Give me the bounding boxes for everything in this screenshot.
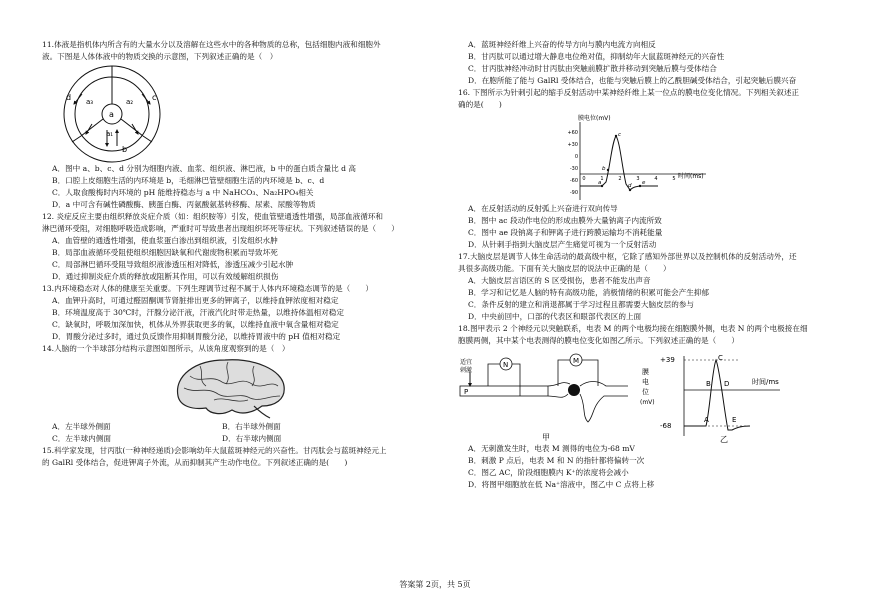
ytick-0: 0 (574, 154, 578, 161)
graph-ylabel: 膜电位(mV) (578, 115, 611, 123)
point-A: A (704, 416, 709, 425)
fig-jia (458, 350, 638, 444)
xaxis-label: 时间/ms (752, 378, 779, 387)
q14-options-row2 (52, 434, 442, 444)
q13-option-a: A．血钾升高时，可通过醛固酮调节肾脏排出更多的钾离子，以维持血钾浓度相对稳定 (52, 296, 339, 306)
q14-option-a: A．左半球外侧面 (52, 422, 111, 432)
caption-jia: 甲 (542, 433, 550, 443)
graph-xlabel: 时间(ms) (678, 173, 704, 181)
q12-stem-line1: 12. 炎症反应主要由组织释放炎症介质（如：组织胺等）引发，使血管壁通透性增强，局部血液循环和 (42, 212, 384, 222)
q12-option-c: C．局部淋巴循环受阻导致组织液渗透压相对降低，渗透压减少引起水肿 (52, 260, 294, 270)
yaxis-unit: (mV) (640, 399, 655, 407)
point-C: C (718, 354, 723, 363)
label-d: d (66, 93, 72, 103)
xtick-4: 4 (654, 176, 658, 183)
yaxis-char-3: 位 (642, 388, 649, 397)
point-b: b (602, 166, 606, 173)
q15-option-b: B．甘丙肽可以通过增大静息电位绝对值，抑制幼年大鼠蓝斑神经元的兴奋性 (468, 52, 725, 62)
q17-option-a: A．大脑皮层言语区的 S 区受损伤，患者不能发出声音 (468, 276, 651, 286)
q13-option-b: B．环境温度高于 30℃时，汗腺分泌汗液，汗液汽化时带走热量，以维持体温相对稳定 (52, 308, 344, 318)
label-b: b (122, 145, 128, 155)
q11-fluid-diagram (42, 64, 442, 164)
q14-brain-figure (42, 356, 442, 422)
q18-option-b: B．刺激 P 点后，电表 M 和 N 的指针都将偏转一次 (468, 456, 645, 466)
q18-stem-line1: 18.图甲表示 2 个神经元以突触联系，电表 M 的两个电极均接在细胞膜外侧，电表 N 的两个电极接在细 (458, 324, 808, 334)
right-column (458, 40, 830, 492)
ytick-minus60: -60 (569, 178, 578, 185)
yaxis-char-1: 膜 (642, 368, 649, 377)
q16-option-a: A．在反射活动的反射弧上兴奋进行双向传导 (468, 204, 618, 214)
q17-option-c: C．条件反射的建立和消退都属于学习过程且都需要大脑皮层的参与 (468, 300, 695, 310)
xtick-3: 3 (636, 176, 640, 183)
q12-stem-line2: 淋巴循环受阻，对细胞呼吸造成影响，严重时可导致患者出现组织坏死等症状。下列叙述错误的是（ ） (42, 224, 399, 234)
ytick-plus30: +30 (567, 142, 578, 149)
ytick-plus60: +60 (567, 130, 578, 137)
q16-potential-graph (458, 112, 830, 204)
q18-option-c: C．图乙 AC，阶段细胞膜内 K⁺的浓度将会减小 (468, 468, 629, 478)
point-B: B (706, 380, 711, 389)
stim-label-1: 适宜 (460, 359, 473, 367)
xtick-0: 0 (582, 176, 586, 183)
q13-option-d: D．胃酸分泌过多时，通过负反馈作用抑制胃酸分泌，以维持胃液中的 pH 值相对稳定 (52, 332, 341, 342)
point-E: E (732, 416, 737, 425)
q14-stem: 14.人脑的一个半球部分结构示意图如图所示，从该角度观察到的是（ ） (42, 344, 290, 354)
q15-option-a: A．蓝斑神经纤维上兴奋的传导方向与膜内电流方向相反 (468, 40, 656, 49)
point-a: a (598, 180, 602, 187)
q14-option-d: D．右半球内侧面 (222, 434, 282, 444)
q14-option-c: C．左半球内侧面 (52, 434, 111, 444)
brain-image (170, 356, 290, 420)
q11-stem-line2: 液。下图是人体体液中的物质交换的示意图，下列叙述正确的是（ ） (42, 52, 278, 62)
ytick-minus90: -90 (569, 190, 578, 197)
q16-stem-line2: 确的是( ) (458, 100, 502, 110)
xtick-5: 5 (672, 176, 676, 183)
q12-option-b: B．局部血液循环受阻使组织细胞因缺氧和代谢废物积累而导致坏死 (52, 248, 278, 258)
q11-stem-line1: 11.体液是指机体内所含有的大量水分以及溶解在这些水中的各种物质的总称，包括细胞内液和细胞外 (42, 40, 381, 49)
q16-stem-line1: 16. 下图所示为针刺引起的缩手反射活动中某神经纤维上某一位点的膜电位变化情况。下列相关叙述正 (458, 88, 800, 98)
q17-option-b: B．学习和记忆是人脑的特有高级功能，消极情绪的积累可能会产生抑郁 (468, 288, 709, 298)
q18-stem-line2: 胞膜两侧，其中某个电表测得的膜电位变化如图乙所示。下列叙述正确的是（ ） (458, 336, 739, 346)
yaxis-char-2: 电 (642, 378, 649, 387)
label-a: a (109, 110, 114, 120)
q12-option-d: D．通过抑制炎症介质的释放或阻断其作用，可以有效缓解组织损伤 (52, 272, 279, 282)
fig-yi (640, 350, 800, 444)
point-d: d (628, 183, 632, 190)
q15-option-d: D．在胞所能了能与 GalRl 受体结合，也能与突触后膜上的乙酰胆碱受体结合，引起突触后膜兴奋 (468, 76, 797, 86)
label-a1: a₁ (106, 130, 114, 139)
q18-option-d: D．将图甲细胞放在低 Na⁺溶液中，图乙中 C 点将上移 (468, 480, 655, 490)
stim-label-2: 刺激 (460, 367, 473, 375)
point-D: D (724, 380, 730, 389)
q15-stem-line1: 15.科学家发现，甘丙肽(一种神经递质)会影响幼年大鼠蓝斑神经元的兴奋性。甘丙肽会与蓝斑神经元上 (42, 446, 387, 456)
q14-option-b: B．右半球外侧面 (222, 422, 281, 432)
q12-option-a: A．血管壁的通透性增强，使血浆蛋白渗出到组织液，引发组织水肿 (52, 236, 278, 246)
q14-options-row1 (52, 422, 442, 432)
q11-option-d: D．a 中可含有碱性磷酸酶、胰蛋白酶、丙氨酸氨基转移酶、尿素、尿酸等物质 (52, 200, 316, 210)
tick-plus39: +39 (660, 356, 675, 365)
page-footer: 答案第 2页，共 5页 (399, 580, 471, 589)
left-column (42, 40, 442, 470)
q11-option-a: A．图中 a、b、c、d 分别为细胞内液、血浆、组织液、淋巴液，b 中的蛋白质含量比 d 高 (52, 164, 356, 174)
point-e: e (642, 180, 646, 187)
meter-N: N (503, 361, 509, 370)
q18-figures (458, 348, 830, 444)
tick-minus68: -68 (660, 422, 672, 431)
xtick-2: 2 (618, 176, 622, 183)
xtick-1: 1 (600, 176, 604, 183)
label-a3: a₃ (86, 98, 94, 107)
label-a2: a₂ (126, 98, 134, 107)
q15-stem-line2: 的 GalRl 受体结合，促进钾离子外流，从而抑制其产生动作电位。下列叙述正确的是( ) (42, 458, 348, 468)
q13-option-c: C．缺氧时，呼吸加深加快，机体从外界获取更多的氧，以维持血液中氧含量相对稳定 (52, 320, 339, 330)
meter-M: M (573, 357, 580, 366)
ytick-minus30: -30 (569, 166, 578, 173)
q17-stem-line2: 具很多高级功能。下面有关大脑皮层的说法中正确的是（ ） (458, 264, 671, 274)
point-c: c (618, 132, 622, 139)
caption-yi: 乙 (720, 435, 728, 445)
q15-option-c: C．甘丙肽神经冲动时甘丙肽由突触前膜扩散并移动到突触后膜与受体结合 (468, 64, 717, 74)
q13-stem: 13.内环境稳态对人体的健康至关重要。下列生理调节过程不属于人体内环境稳态调节的是（ ） (42, 284, 374, 294)
q17-stem-line1: 17.大脑皮层是调节人体生命活动的最高级中枢，它除了感知外部世界以及控制机体的反射活动外，还 (458, 252, 797, 262)
point-P: P (464, 388, 469, 397)
q11-option-b: B．口腔上皮细胞生活的内环境是 b，毛细淋巴管壁细胞生活的内环境是 b、c、d (52, 176, 325, 186)
q16-option-b: B．图中 ac 段动作电位的形成由膜外大量钠离子内流所致 (468, 216, 662, 226)
q16-option-c: C．图中 ae 段钠离子和钾离子进行跨膜运输均不消耗能量 (468, 228, 663, 238)
q16-option-d: D．从针刺手指到大脑皮层产生痛觉可视为一个反射活动 (468, 240, 657, 250)
q17-option-d: D．中央前回中，口部的代表区和眼部代表区的上面 (468, 312, 642, 322)
q11-option-c: C．人取食酸梅时内环境的 pH 能维持稳态与 a 中 NaHCO₃、Na₂HPO₄相关 (52, 188, 314, 198)
label-c: c (152, 93, 157, 103)
q18-option-a: A．无刺激发生时，电表 M 测得的电位为-68 mV (468, 444, 635, 454)
